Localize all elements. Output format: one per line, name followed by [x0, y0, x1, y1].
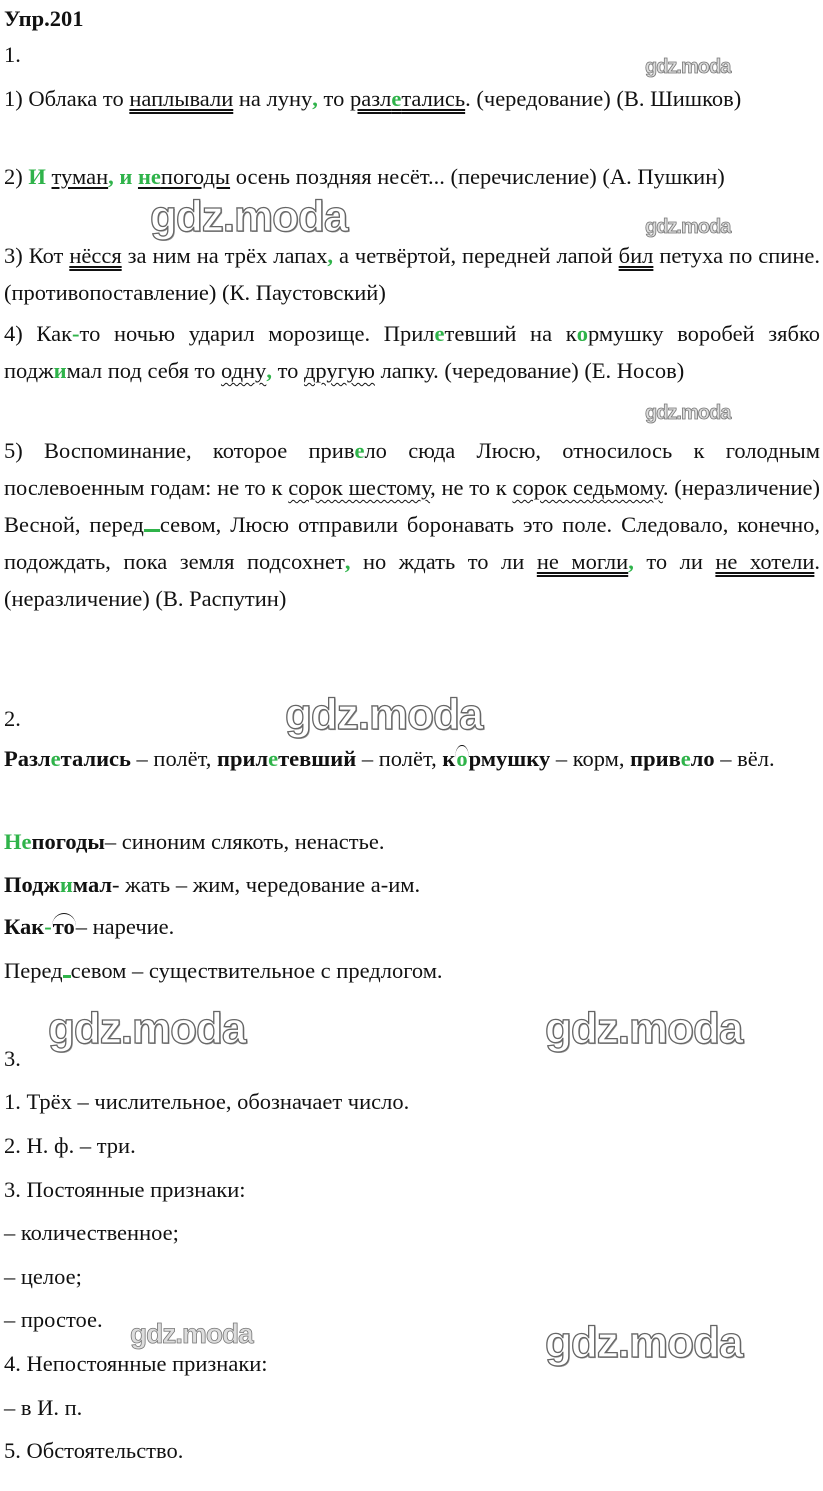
analysis-line: – целое;: [4, 1264, 82, 1289]
analysis-line: – количественное;: [4, 1220, 179, 1245]
sentence-1: 1) Облака то наплывали на луну, то разлетались. (чередование) (В. Шишков): [4, 86, 742, 111]
section-3-number: 3.: [4, 1046, 21, 1071]
analysis-line: 3. Постоянные признаки:: [4, 1177, 246, 1202]
watermark-logo: gdz.moda: [545, 1318, 743, 1367]
sentence-2: 2) И туман, и непогоды осень поздняя несёт... (перечисление) (А. Пушкин): [4, 164, 725, 189]
watermark-logo: gdz.moda: [645, 402, 731, 424]
morpheme-roots-line: Разлетались – полёт, прилетевший – полёт, кормушку – корм, привело – вёл.: [4, 746, 775, 771]
analysis-line: 1. Трёх – числительное, обозначает число.: [4, 1089, 410, 1114]
preposition-line: Перед севом – существительное с предлогом.: [4, 958, 443, 983]
adverb-line: Как-то– наречие.: [4, 914, 175, 939]
analysis-line: 2. Н. ф. – три.: [4, 1133, 136, 1158]
watermark-logo: gdz.moda: [545, 1004, 743, 1053]
page-title: Упр.201: [4, 6, 84, 31]
sentence-5: 5) Воспоминание, которое привело сюда Люсю, относилось к голодным послевоенным годам: не то к сорок шестому, не то к сорок седьмому. (неразличение) Весной, перед севом, Люсю отправили боронавать это поле. Следовало, конечно, подождать, пока земля подсохнет, но ждать то ли не могли, то ли не хотели. (неразличение) (В. Распутин): [4, 438, 821, 611]
root-alternation-line: Поджимал- жать – жим, чередование а-им.: [4, 872, 421, 897]
watermark-logo: gdz.moda: [48, 1004, 246, 1053]
watermark-logo: gdz.moda: [150, 192, 348, 241]
section-2-number: 2.: [4, 706, 21, 731]
analysis-line: 5. Обстоятельство.: [4, 1438, 184, 1463]
section-1-number: 1.: [4, 42, 21, 67]
watermark-logo: gdz.moda: [645, 216, 731, 238]
space-underline: [144, 511, 160, 532]
analysis-line: – в И. п.: [4, 1395, 83, 1420]
analysis-line: 4. Непостоянные признаки:: [4, 1351, 268, 1376]
prefix-line: Непогоды– синоним слякоть, ненастье.: [4, 829, 385, 854]
sentence-4: 4) Как-то ночью ударил морозище. Прилетевший на кормушку воробей зябко поджимал под себя то одну, то другую лапку. (чередование) (Е. Носов): [4, 321, 820, 383]
sentence-3: 3) Кот нёсся за ним на трёх лапах, а четвёртой, передней лапой бил петуха по спине. (противопоставление) (К. Паустовский): [4, 243, 820, 305]
analysis-line: – простое.: [4, 1307, 103, 1332]
watermark-logo: gdz.moda: [130, 1318, 253, 1349]
watermark-logo: gdz.moda: [645, 56, 731, 78]
watermark-logo: gdz.moda: [285, 690, 483, 739]
